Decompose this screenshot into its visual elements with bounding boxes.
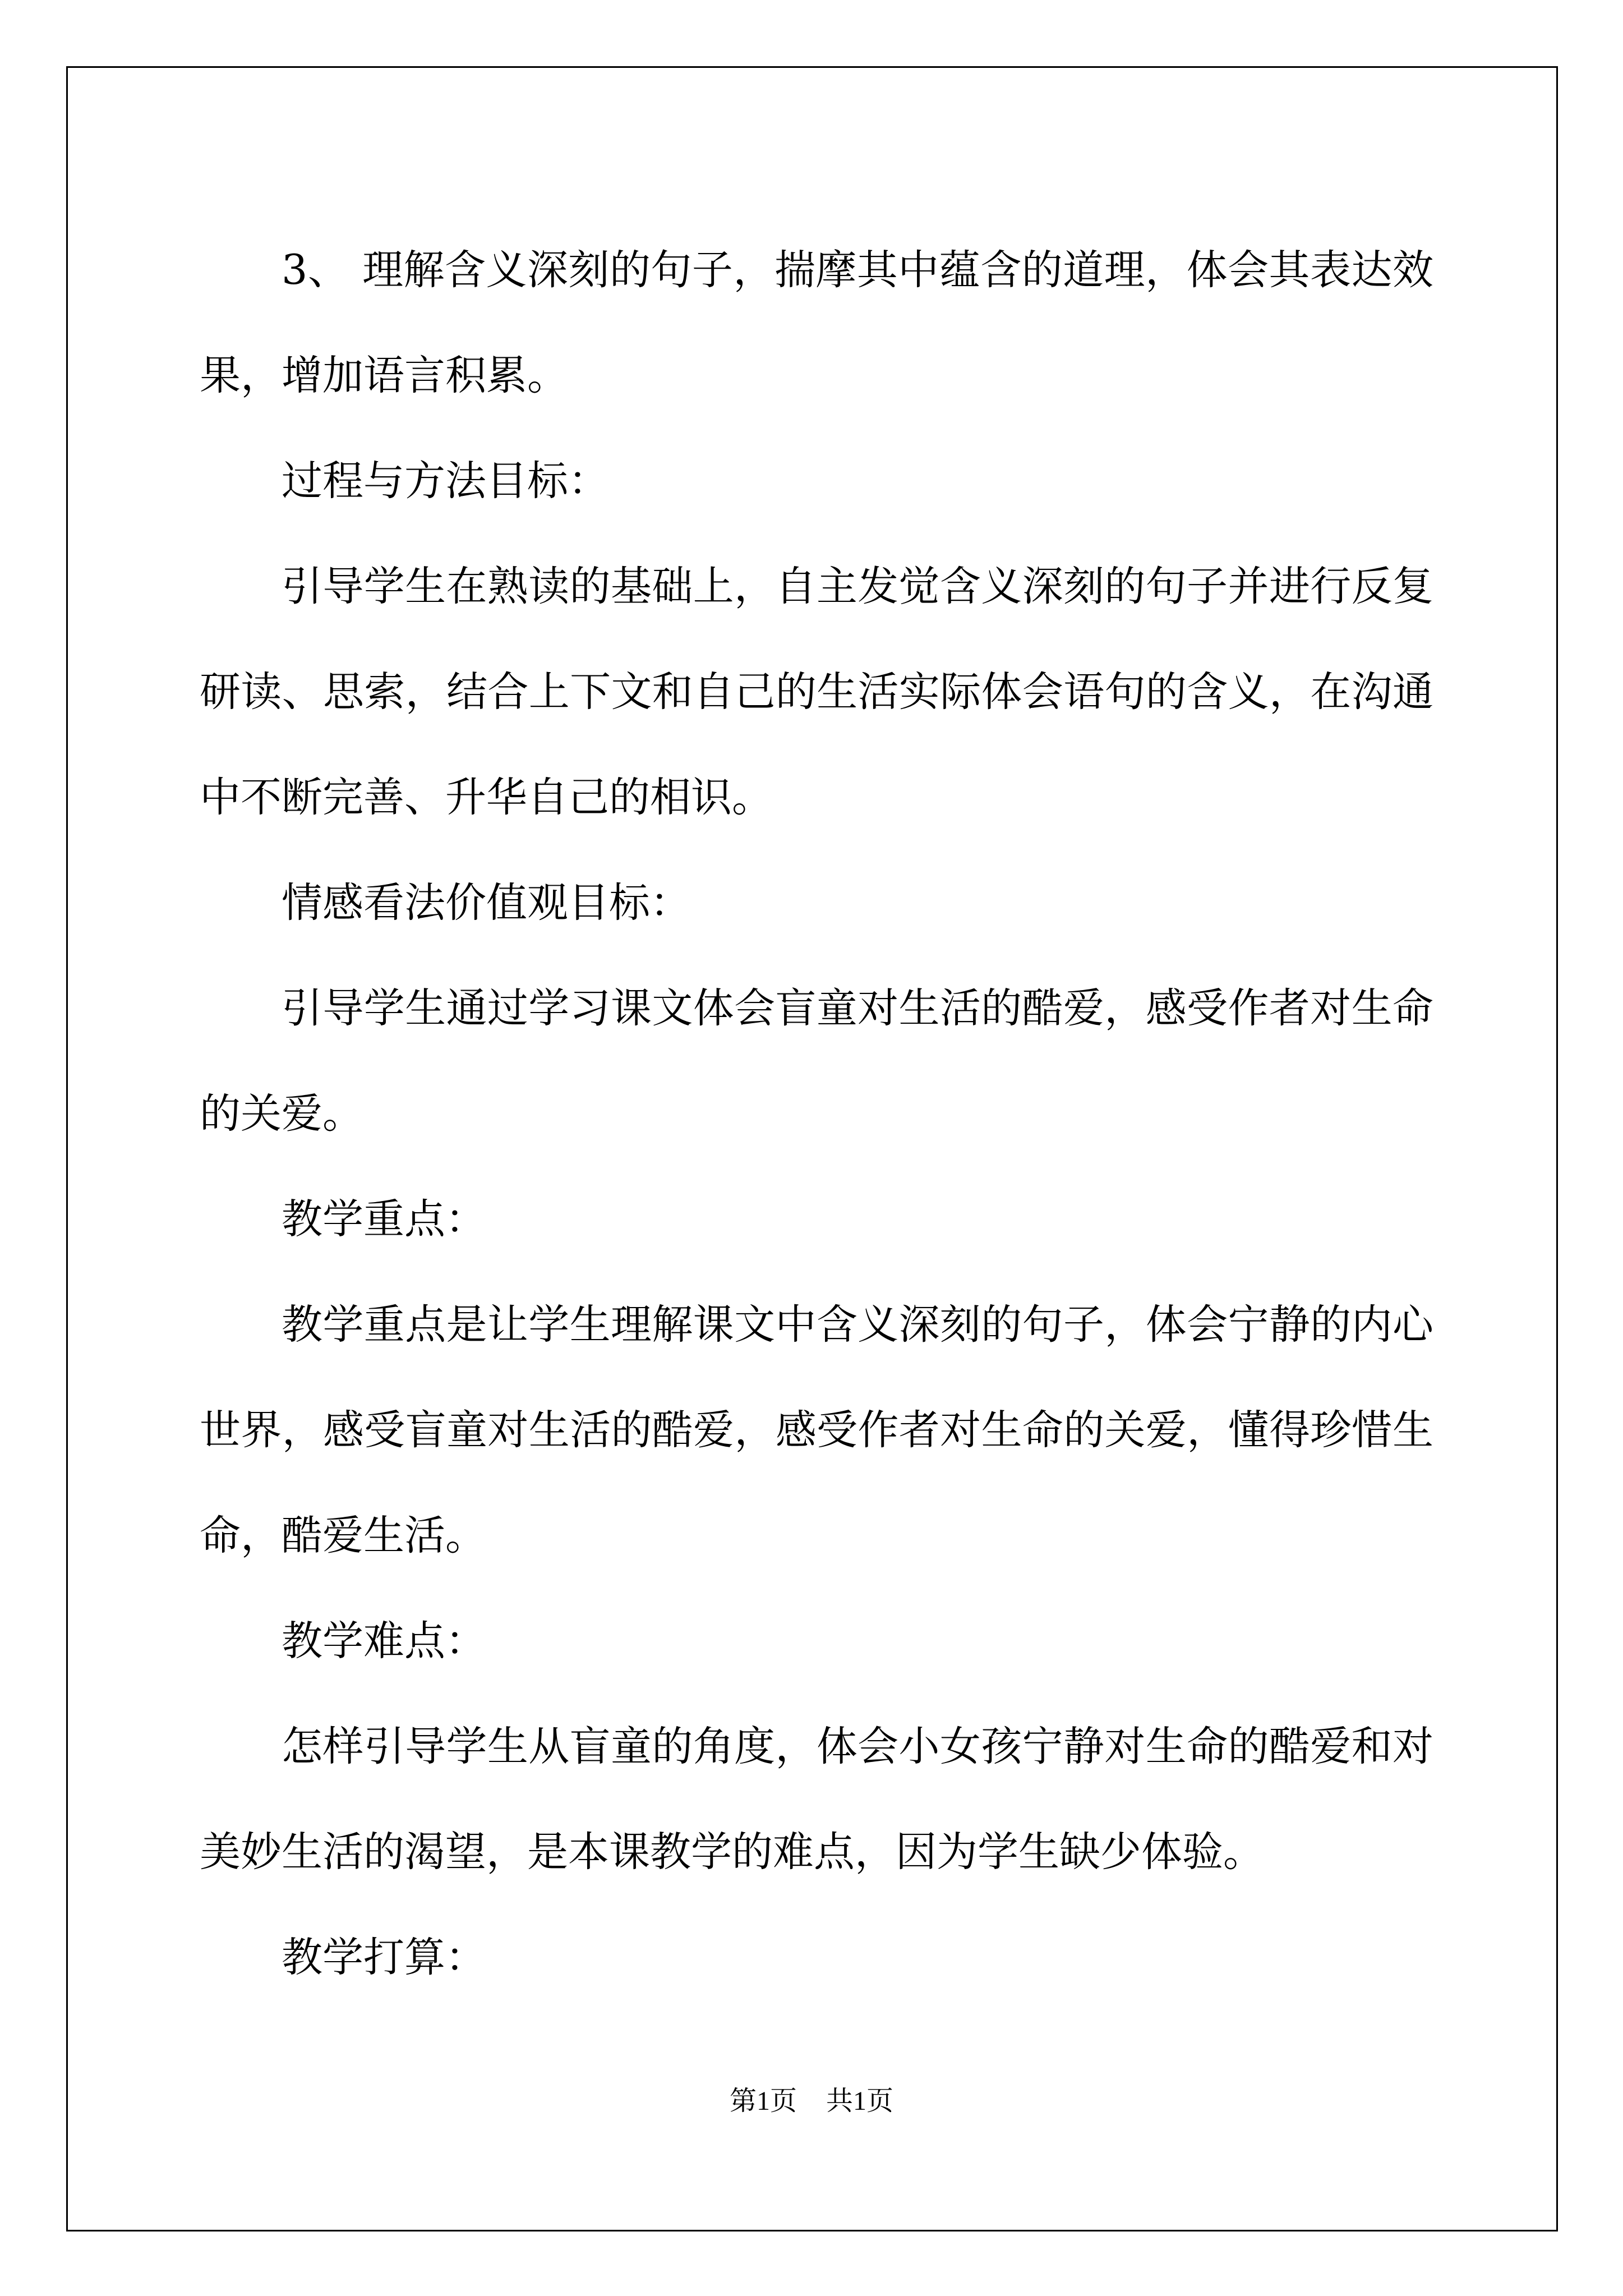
paragraph-objective-3: 3、 理解含义深刻的句子，揣摩其中蕴含的道理，体会其表达效果，增加语言积累。	[200, 246, 1433, 399]
heading-key-points: 教学重点：	[282, 1195, 486, 1243]
paragraph-difficulties: 怎样引导学生从盲童的角度，体会小女孩宁静对生命的酷爱和对美妙生活的渴望，是本课教学的难点，因为学生缺少体验。	[200, 1723, 1433, 1876]
heading-teaching-plan: 教学打算：	[282, 1934, 486, 1981]
heading-process-method: 过程与方法目标：	[282, 457, 609, 505]
paragraph-process-method: 引导学生在熟读的基础上，自主发觉含义深刻的句子并进行反复研读、思索，结合上下文和自己的生活实际体会语句的含义，在沟通中不断完善、升华自己的相识。	[200, 563, 1433, 821]
paragraph-emotion-values: 引导学生通过学习课文体会盲童对生活的酷爱，感受作者对生命的关爱。	[200, 984, 1433, 1138]
document-body	[200, 218, 1433, 2010]
page-number-current: 第1页	[729, 2086, 797, 2116]
heading-difficulties: 教学难点：	[282, 1617, 486, 1665]
page-footer	[0, 2085, 1623, 2118]
paragraph-key-points: 教学重点是让学生理解课文中含义深刻的句子，体会宁静的内心世界，感受盲童对生活的酷爱，感受作者对生命的关爱，懂得珍惜生命，酷爱生活。	[200, 1301, 1433, 1559]
page-number-total: 共1页	[826, 2086, 894, 2116]
heading-emotion-values: 情感看法价值观目标：	[282, 879, 691, 927]
